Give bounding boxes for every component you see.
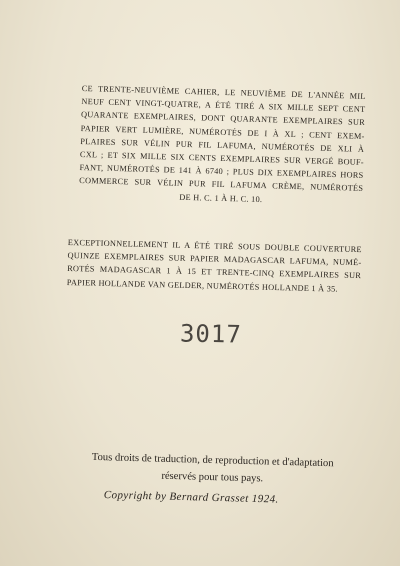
rights-line: réservés pour tous pays. (161, 470, 264, 485)
colophon-line: ROTÉS MADAGASCAR 1 À 15 ET TRENTE-CINQ EXEMPLAIRES SUR (67, 264, 362, 281)
colophon-line: PLAIRES SUR VÉLIN PUR FIL LAFUMA, NUMÉROTÉS DE XLI À (80, 136, 365, 154)
colophon-line: QUINZE EXEMPLAIRES SUR PAPIER MADAGASCAR LAFUMA, NUMÉ- (67, 251, 362, 268)
colophon-line: DE H. C. 1 À H. C. 10. (179, 192, 263, 204)
rights-line: Tous droits de traduction, de reproduction et d'adaptation (91, 451, 334, 470)
rights-notice (57, 448, 368, 490)
copy-number-stamp: 3017 (179, 319, 243, 349)
colophon-line: QUARANTE EXEMPLAIRES, DONT QUARANTE EXEMPLAIRES SUR (80, 110, 366, 128)
colophon-line: COMMERCE SUR VÉLIN PUR FIL LAFUMA CRÈME, NUMÉROTÉS (79, 176, 364, 194)
colophon-main-paragraph (79, 82, 366, 209)
colophon-line: PAPIER HOLLANDE VAN GELDER, NUMÉROTÉS HOLLANDE 1 À 35. (66, 277, 338, 294)
copyright-line: Copyright by Bernard Grasset 1924. (103, 489, 279, 506)
colophon-line: CE TRENTE-NEUVIÈME CAHIER, LE NEUVIÈME DE L'ANNÉE MIL (81, 83, 366, 101)
colophon-line: PAPIER VERT LUMIÈRE, NUMÉROTÉS DE I À XL ; CENT EXEM- (80, 123, 365, 141)
colophon-special-paragraph (67, 236, 362, 296)
colophon-line: EXCEPTIONNELLEMENT IL A ÉTÉ TIRÉ SOUS DOUBLE COUVERTURE (67, 237, 362, 255)
colophon-line: NEUF CENT VINGT-QUATRE, A ÉTÉ TIRÉ A SIX MILLE SEPT CENT (81, 97, 366, 115)
colophon-line: FANT, NUMÉROTÉS DE 141 À 6740 ; PLUS DIX EXEMPLAIRES HORS (79, 163, 364, 181)
colophon-line: CXL ; ET SIX MILLE SIX CENTS EXEMPLAIRES SUR VERGÉ BOUF- (79, 149, 364, 167)
